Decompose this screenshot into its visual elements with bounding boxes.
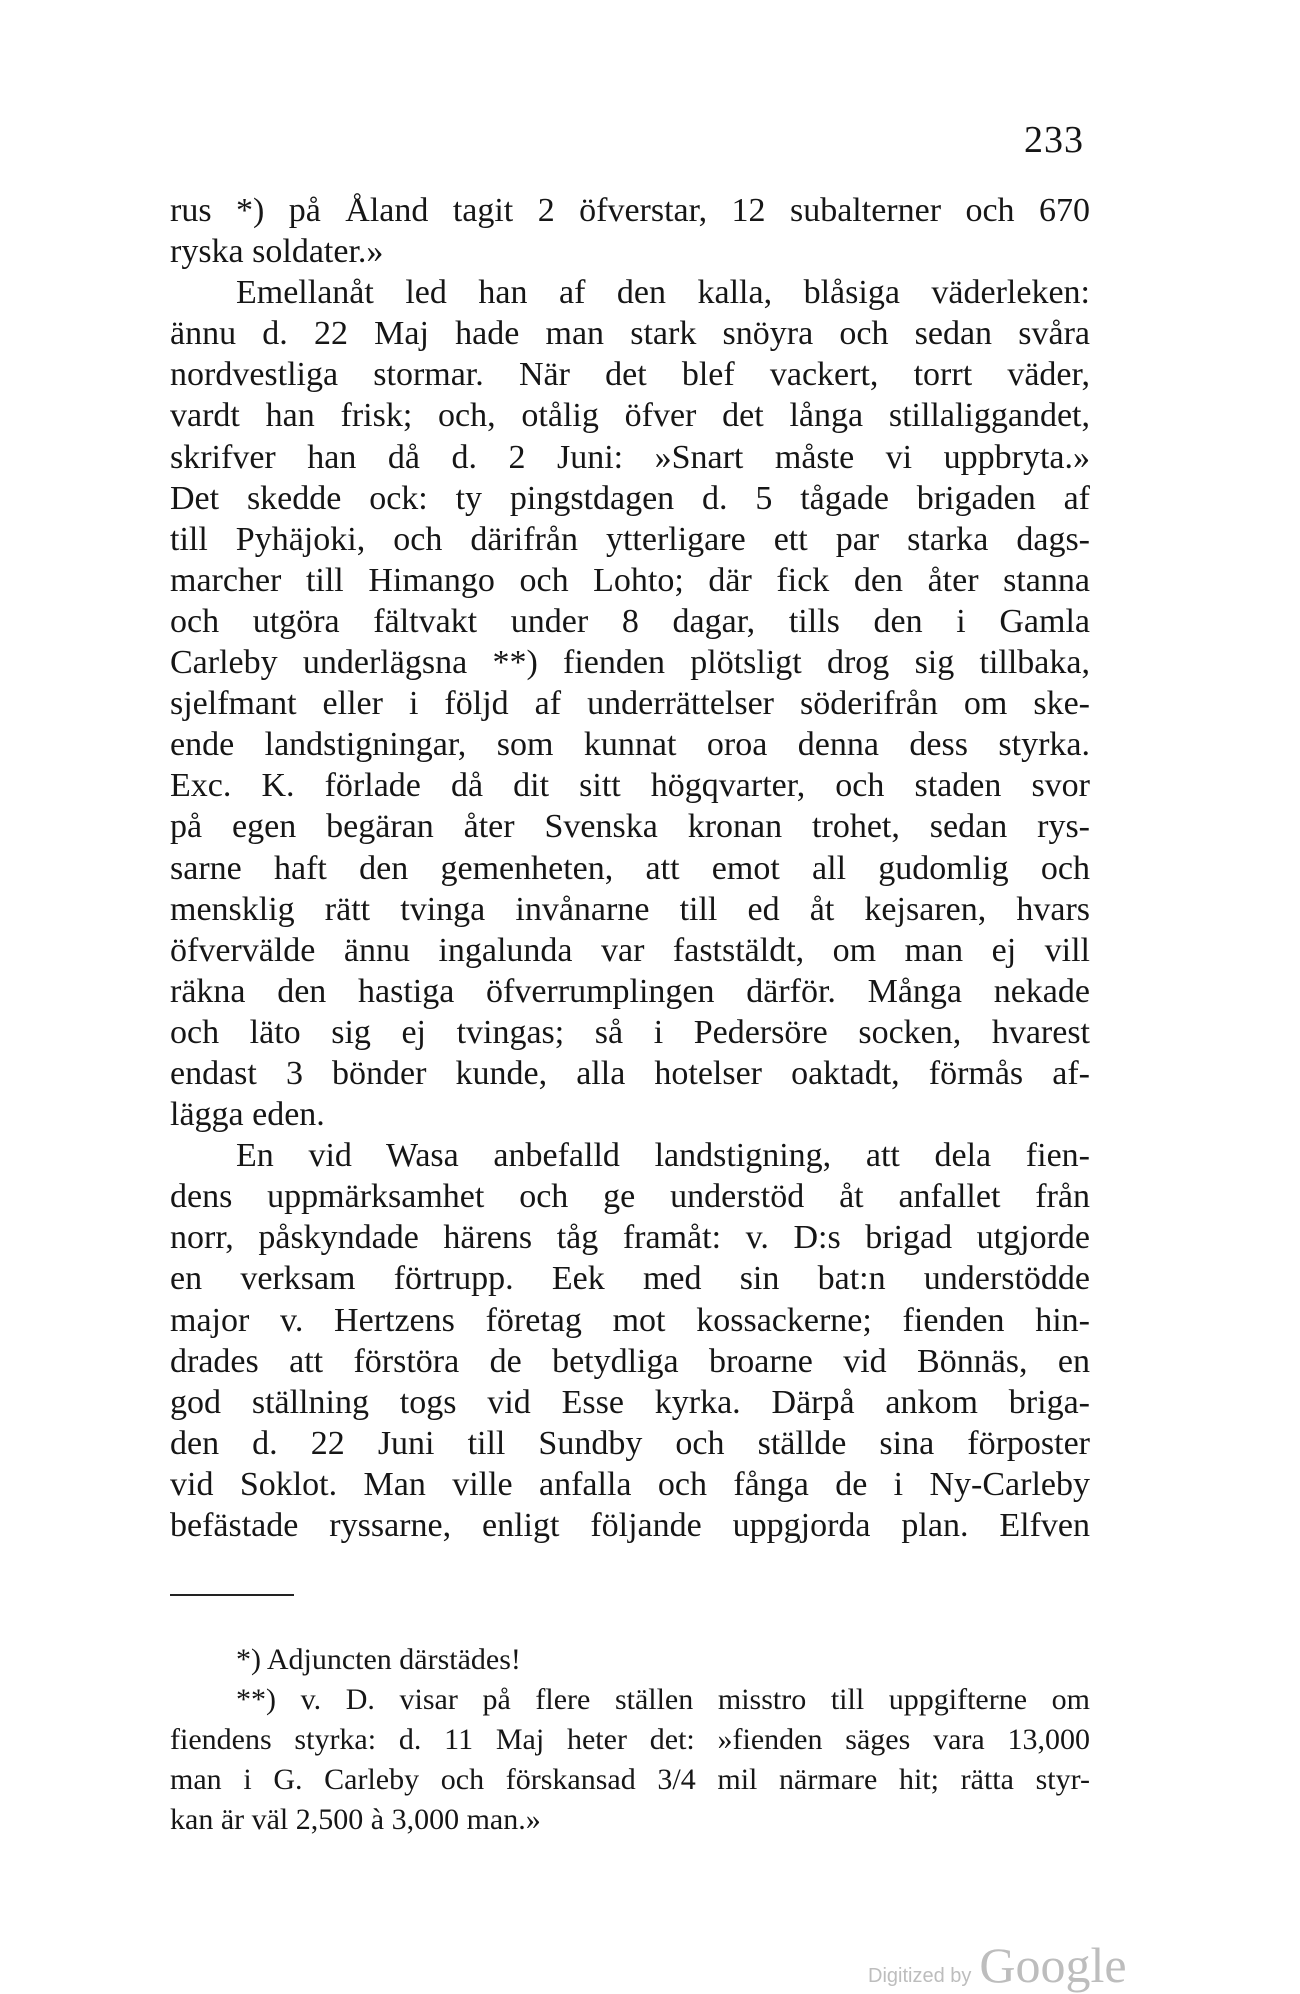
text-line: Carleby underlägsna **) fienden plötsligt drog sig tillbaka, <box>170 644 1090 682</box>
text-line: ännu d. 22 Maj hade man stark snöyra och sedan svåra <box>170 315 1090 353</box>
footnote-line: **) v. D. visar på flere ställen misstro till uppgifterne om <box>236 1683 1090 1716</box>
text-line: Exc. K. förlade då dit sitt högqvarter, och staden svor <box>170 767 1090 805</box>
text-line: till Pyhäjoki, och därifrån ytterligare ett par starka dags- <box>170 520 1090 558</box>
footnote-line: kan är väl 2,500 à 3,000 man.» <box>170 1803 541 1836</box>
text-line: en verksam förtrupp. Eek med sin bat:n understödde <box>170 1260 1090 1298</box>
text-line: ryska soldater.» <box>170 233 384 271</box>
google-logo: Google <box>979 1937 1127 1993</box>
footnote-line: man i G. Carleby och förskansad 3/4 mil närmare hit; rätta styr- <box>170 1763 1090 1796</box>
text-line: vid Soklot. Man ville anfalla och fånga de i Ny-Carleby <box>170 1465 1090 1503</box>
text-line: skrifver han då d. 2 Juni: »Snart måste vi uppbryta.» <box>170 438 1090 476</box>
text-line: god ställning togs vid Esse kyrka. Därpå ankom briga- <box>170 1383 1090 1421</box>
text-line: nordvestliga stormar. När det blef vackert, torrt väder, <box>170 356 1090 394</box>
text-line: dens uppmärksamhet och ge understöd åt anfallet från <box>170 1178 1090 1216</box>
text-line: Det skedde ock: ty pingstdagen d. 5 tågade brigaden af <box>170 479 1090 517</box>
text-line: vardt han frisk; och, otålig öfver det långa stillaliggandet, <box>170 397 1090 435</box>
text-line: marcher till Himango och Lohto; där fick den åter stanna <box>170 561 1090 599</box>
text-line: rus *) på Åland tagit 2 öfverstar, 12 subalterner och 670 <box>170 192 1090 229</box>
footnote-line: *) Adjuncten därstädes! <box>236 1643 521 1676</box>
text-line: Emellanåt led han af den kalla, blåsiga väderleken: <box>236 274 1090 312</box>
footnotes <box>170 1640 1090 1840</box>
text-line: och utgöra fältvakt under 8 dagar, tills den i Gamla <box>170 602 1090 640</box>
text-line: sarne haft den gemenheten, att emot all gudomlig och <box>170 849 1090 887</box>
text-line: En vid Wasa anbefalld landstigning, att dela fien- <box>236 1137 1090 1175</box>
text-line: sjelfmant eller i följd af underrättelser söderifrån om ske- <box>170 685 1090 723</box>
text-line: och läto sig ej tvingas; så i Pedersöre socken, hvarest <box>170 1013 1090 1051</box>
text-line: öfvervälde ännu ingalunda var faststäldt, om man ej vill <box>170 931 1090 969</box>
text-line: ende landstigningar, som kunnat oroa denna dess styrka. <box>170 726 1090 764</box>
text-line: den d. 22 Juni till Sundby och ställde sina förposter <box>170 1424 1090 1462</box>
text-line: lägga eden. <box>170 1096 325 1134</box>
text-line: major v. Hertzens företag mot kossackerne; fienden hin- <box>170 1301 1090 1339</box>
text-line: räkna den hastiga öfverrumplingen därför. Många nekade <box>170 972 1090 1010</box>
digitized-watermark <box>868 1936 1127 1994</box>
footnote-line: fiendens styrka: d. 11 Maj heter det: »fienden säges vara 13,000 <box>170 1723 1090 1756</box>
body-text <box>170 190 1090 1546</box>
page-number: 233 <box>1024 119 1084 161</box>
text-line: befästade ryssarne, enligt följande uppgjorda plan. Elfven <box>170 1507 1090 1544</box>
text-line: på egen begäran åter Svenska kronan trohet, sedan rys- <box>170 808 1090 846</box>
text-line: mensklig rätt tvinga invånarne till ed åt kejsaren, hvars <box>170 890 1090 928</box>
text-line: norr, påskyndade härens tåg framåt: v. D:s brigad utgjorde <box>170 1219 1090 1257</box>
text-line: endast 3 bönder kunde, alla hotelser oaktadt, förmås af- <box>170 1054 1090 1092</box>
watermark-prefix: Digitized by <box>868 1965 972 1987</box>
footnote-separator <box>170 1594 294 1596</box>
text-line: drades att förstöra de betydliga broarne vid Bönnäs, en <box>170 1342 1090 1380</box>
